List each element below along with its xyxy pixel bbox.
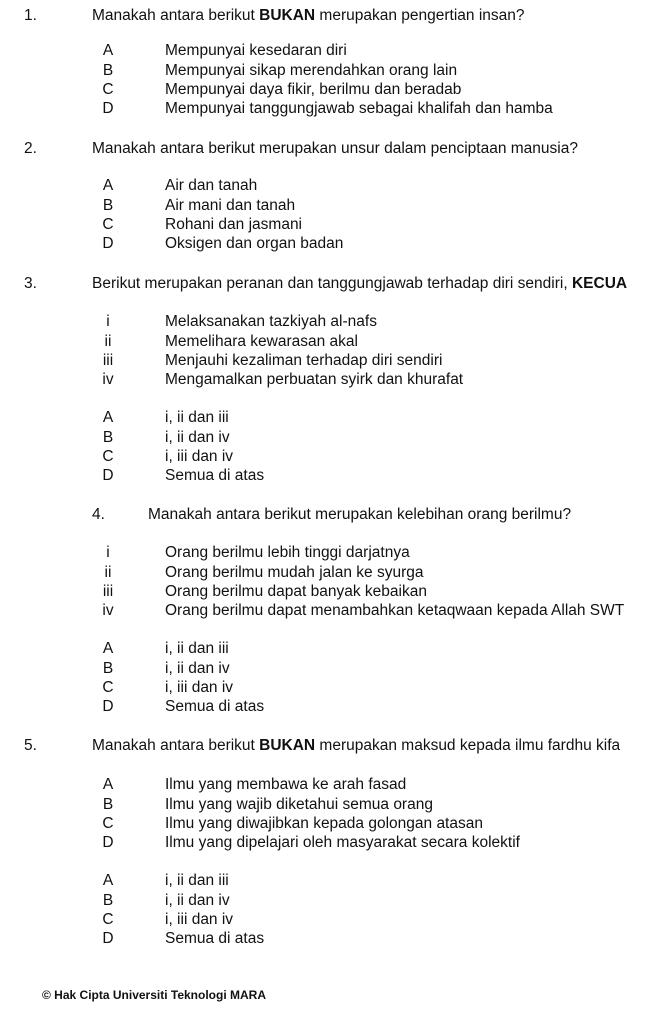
option-label: B <box>102 197 114 214</box>
item-text: Orang berilmu lebih tinggi darjatnya <box>165 544 410 561</box>
option-text: i, ii dan iv <box>165 429 230 446</box>
item-label: iv <box>102 602 114 619</box>
option-label: D <box>102 100 114 117</box>
question-number: 3. <box>24 275 37 292</box>
option-text: i, ii dan iii <box>165 409 229 426</box>
option-text: Mempunyai sikap merendahkan orang lain <box>165 62 458 79</box>
question-number: 5. <box>24 737 37 754</box>
option-text: Mempunyai tanggungjawab sebagai khalifah dan hamba <box>165 100 553 117</box>
option-label: A <box>102 872 114 889</box>
option-label: C <box>102 815 114 832</box>
option-text: Air dan tanah <box>165 177 258 194</box>
option-label: B <box>102 796 114 813</box>
option-label: C <box>102 448 114 465</box>
item-text: Menjauhi kezaliman terhadap diri sendiri <box>165 352 443 369</box>
option-text: i, iii dan iv <box>165 911 234 928</box>
option-text: Semua di atas <box>165 698 265 715</box>
item-text: Orang berilmu dapat menambahkan ketaqwaan kepada Allah SWT <box>165 602 625 619</box>
item-label: iii <box>102 352 114 369</box>
item-label: ii <box>104 333 112 350</box>
option-text: Ilmu yang dipelajari oleh masyarakat secara kolektif <box>165 834 520 851</box>
option-label: A <box>102 776 114 793</box>
option-text: Mempunyai daya fikir, berilmu dan beradab <box>165 81 462 98</box>
item-label: iv <box>102 371 114 388</box>
option-text: i, iii dan iv <box>165 448 234 465</box>
option-text: i, ii dan iii <box>165 640 229 657</box>
option-label: C <box>102 81 114 98</box>
option-text: i, iii dan iv <box>165 679 234 696</box>
option-label: B <box>102 892 114 909</box>
option-label: A <box>102 177 114 194</box>
option-text: Oksigen dan organ badan <box>165 235 344 252</box>
question-text: Berikut merupakan peranan dan tanggungjawab terhadap diri sendiri, KECUA <box>92 275 628 292</box>
option-label: B <box>102 429 114 446</box>
option-text: Air mani dan tanah <box>165 197 296 214</box>
option-text: i, ii dan iv <box>165 660 230 677</box>
question-number: 1. <box>24 7 37 24</box>
item-label: i <box>106 544 110 561</box>
option-label: C <box>102 911 114 928</box>
option-text: Mempunyai kesedaran diri <box>165 42 347 59</box>
option-label: A <box>102 42 114 59</box>
copyright-footer: © Hak Cipta Universiti Teknologi MARA <box>42 988 266 1002</box>
option-label: C <box>102 679 114 696</box>
item-label: ii <box>104 564 112 581</box>
option-text: Semua di atas <box>165 467 265 484</box>
item-text: Memelihara kewarasan akal <box>165 333 358 350</box>
option-label: D <box>102 235 114 252</box>
item-text: Orang berilmu mudah jalan ke syurga <box>165 564 424 581</box>
item-text: Mengamalkan perbuatan syirk dan khurafat <box>165 371 464 388</box>
option-label: C <box>102 216 114 233</box>
item-label: i <box>106 313 110 330</box>
question-text: Manakah antara berikut BUKAN merupakan maksud kepada ilmu fardhu kifa <box>92 737 621 754</box>
option-label: D <box>102 834 114 851</box>
item-label: iii <box>102 583 114 600</box>
item-text: Orang berilmu dapat banyak kebaikan <box>165 583 427 600</box>
question-text: Manakah antara berikut merupakan kelebihan orang berilmu? <box>148 506 572 523</box>
option-label: A <box>102 640 114 657</box>
option-label: B <box>102 660 114 677</box>
option-text: i, ii dan iv <box>165 892 230 909</box>
option-text: Rohani dan jasmani <box>165 216 303 233</box>
option-label: D <box>102 930 114 947</box>
option-label: B <box>102 62 114 79</box>
option-text: i, ii dan iii <box>165 872 229 889</box>
option-label: A <box>102 409 114 426</box>
option-label: D <box>102 698 114 715</box>
option-text: Ilmu yang diwajibkan kepada golongan atasan <box>165 815 483 832</box>
option-text: Ilmu yang membawa ke arah fasad <box>165 776 407 793</box>
option-text: Ilmu yang wajib diketahui semua orang <box>165 796 433 813</box>
question-text: Manakah antara berikut BUKAN merupakan pengertian insan? <box>92 7 525 24</box>
option-text: Semua di atas <box>165 930 265 947</box>
question-number: 4. <box>92 506 105 523</box>
item-text: Melaksanakan tazkiyah al-nafs <box>165 313 377 330</box>
question-text: Manakah antara berikut merupakan unsur dalam penciptaan manusia? <box>92 140 578 157</box>
question-number: 2. <box>24 140 37 157</box>
option-label: D <box>102 467 114 484</box>
